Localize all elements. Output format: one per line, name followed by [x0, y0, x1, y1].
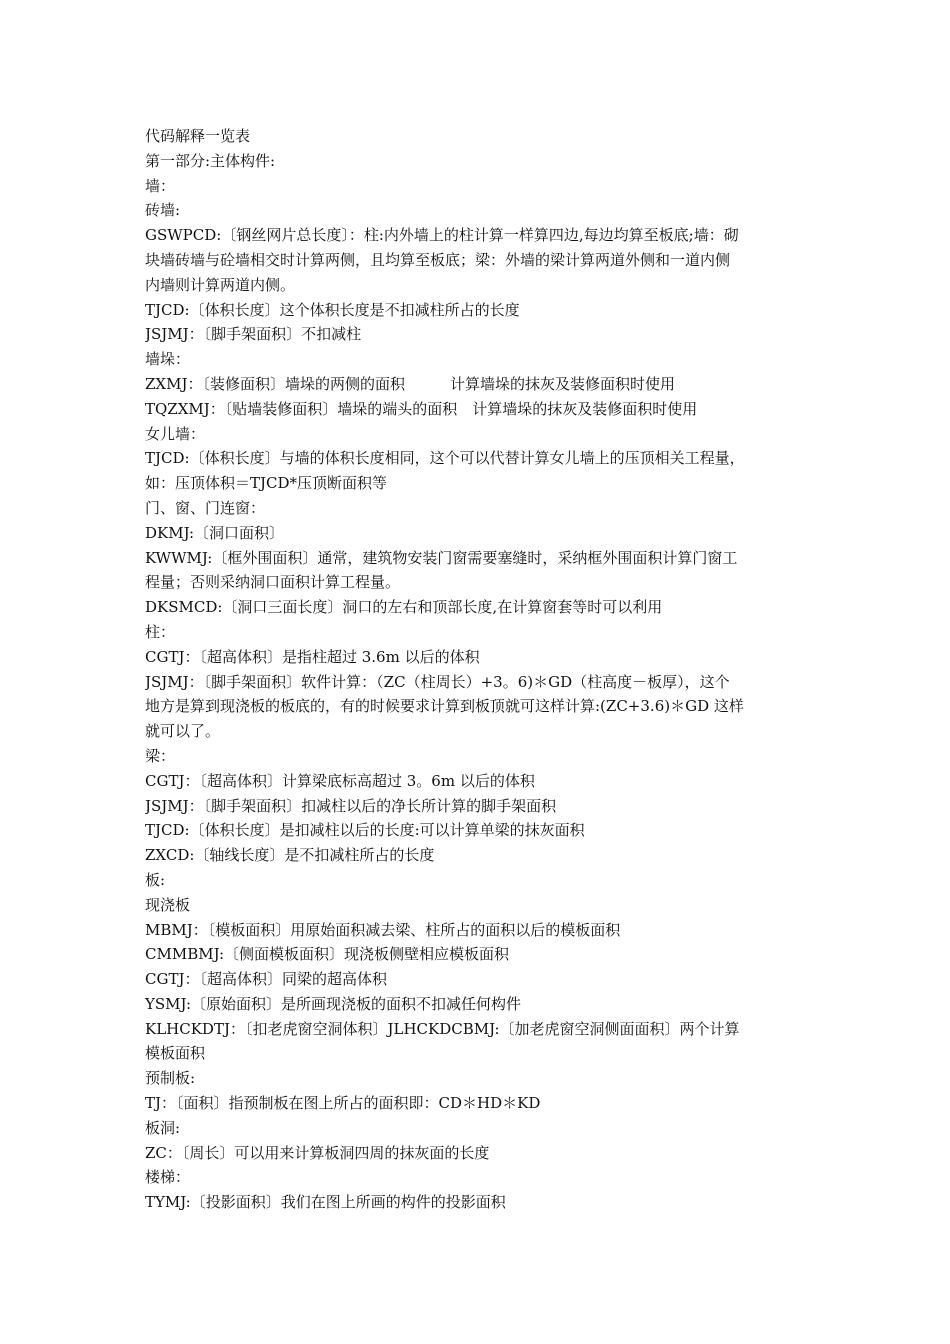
text-line: CGTJ：〔超高体积〕是指柱超过 3.6m 以后的体积 — [145, 647, 480, 666]
subsection-heading: 预制板: — [145, 1069, 196, 1088]
text-line: 地方是算到现浇板的板底的，有的时候要求计算到板顶就可这样计算:(ZC+3.6)＊GD 这样 — [145, 697, 744, 716]
text-line: TYMJ:〔投影面积〕我们在图上所画的构件的投影面积 — [145, 1193, 506, 1212]
subsection-heading: 现浇板 — [145, 895, 191, 914]
text-line: TJCD:〔体积长度〕这个体积长度是不扣减柱所占的长度 — [145, 300, 520, 319]
text-line: GSWPCD:〔钢丝网片总长度〕：柱:内外墙上的柱计算一样算四边,每边均算至板底;墙：砌 — [145, 226, 739, 245]
text-line: CGTJ：〔超高体积〕同梁的超高体积 — [145, 970, 387, 989]
subsection-heading: 砖墙: — [145, 201, 181, 220]
text-line: ZC：〔周长〕可以用来计算板洞四周的抹灰面的长度 — [145, 1143, 490, 1162]
document-title: 代码解释一览表 — [145, 127, 251, 145]
text-line: DKMJ:〔洞口面积〕 — [145, 523, 285, 542]
text-line: CMMBMJ:〔侧面模板面积〕现浇板侧壁相应模板面积 — [145, 945, 510, 964]
text-line: TJCD:〔体积长度〕是扣减柱以后的长度:可以计算单梁的抹灰面积 — [145, 821, 585, 840]
subsection-heading: 墙： — [145, 176, 176, 195]
text-line: TJCD:〔体积长度〕与墙的体积长度相同，这个可以代替计算女儿墙上的压顶相关工程量， — [145, 449, 745, 468]
text-line: KLHCKDTJ：〔扣老虎窗空洞体积〕JLHCKDCBMJ:〔加老虎窗空洞侧面面积〕两个计算 — [145, 1019, 740, 1038]
text-line: DKSMCD:〔洞口三面长度〕洞口的左右和顶部长度,在计算窗套等时可以利用 — [145, 598, 663, 617]
text-line: JSJMJ：〔脚手架面积〕扣减柱以后的净长所计算的脚手架面积 — [145, 796, 557, 815]
subsection-heading: 板洞: — [145, 1118, 181, 1137]
subsection-heading: 女儿墙： — [145, 424, 206, 443]
text-line: YSMJ:〔原始面积〕是所画现浇板的面积不扣减任何构件 — [145, 994, 521, 1013]
section-heading: 第一部分:主体构件: — [145, 151, 276, 170]
text-line: 程量；否则采纳洞口面积计算工程量。 — [145, 573, 401, 592]
text-line: 内墙则计算两道内侧。 — [145, 275, 296, 294]
text-line: 模板面积 — [145, 1044, 206, 1063]
subsection-heading: 柱： — [145, 622, 176, 641]
subsection-heading: 楼梯： — [145, 1168, 191, 1187]
text-line: 如：压顶体积＝TJCD*压顶断面积等 — [145, 474, 388, 493]
text-line: TQZXMJ：〔贴墙装修面积〕墙垛的端头的面积 计算墙垛的抹灰及装修面积时使用 — [145, 399, 698, 418]
text-line: ZXCD:〔轴线长度〕是不扣减柱所占的长度 — [145, 846, 435, 865]
subsection-heading: 板: — [145, 870, 166, 889]
text-line: ZXMJ：〔装修面积〕墙垛的两侧的面积 计算墙垛的抹灰及装修面积时使用 — [145, 374, 675, 393]
document-body — [145, 124, 815, 1215]
text-line: CGTJ：〔超高体积〕计算梁底标高超过 3。6m 以后的体积 — [145, 771, 535, 790]
subsection-heading: 门、窗、门连窗： — [145, 498, 266, 517]
text-line: 就可以了。 — [145, 722, 221, 741]
text-line: KWWMJ:〔框外围面积〕通常，建筑物安装门窗需要塞缝时，采纳框外围面积计算门窗工 — [145, 548, 738, 567]
text-line: JSJMJ：〔脚手架面积〕软件计算：（ZC（柱周长）+3。6)＊GD（柱高度－板厚），这个 — [145, 672, 730, 691]
text-line: 块墙砖墙与砼墙相交时计算两侧，且均算至板底；梁：外墙的梁计算两道外侧和一道内侧 — [145, 250, 731, 269]
subsection-heading: 梁： — [145, 746, 176, 765]
text-line: JSJMJ：〔脚手架面积〕不扣减柱 — [145, 325, 362, 344]
text-line: TJ：〔面积〕指预制板在图上所占的面积即：CD＊HD＊KD — [145, 1094, 541, 1113]
subsection-heading: 墙垛： — [145, 350, 191, 369]
text-line: MBMJ：〔模板面积〕用原始面积减去梁、柱所占的面积以后的模板面积 — [145, 920, 621, 939]
